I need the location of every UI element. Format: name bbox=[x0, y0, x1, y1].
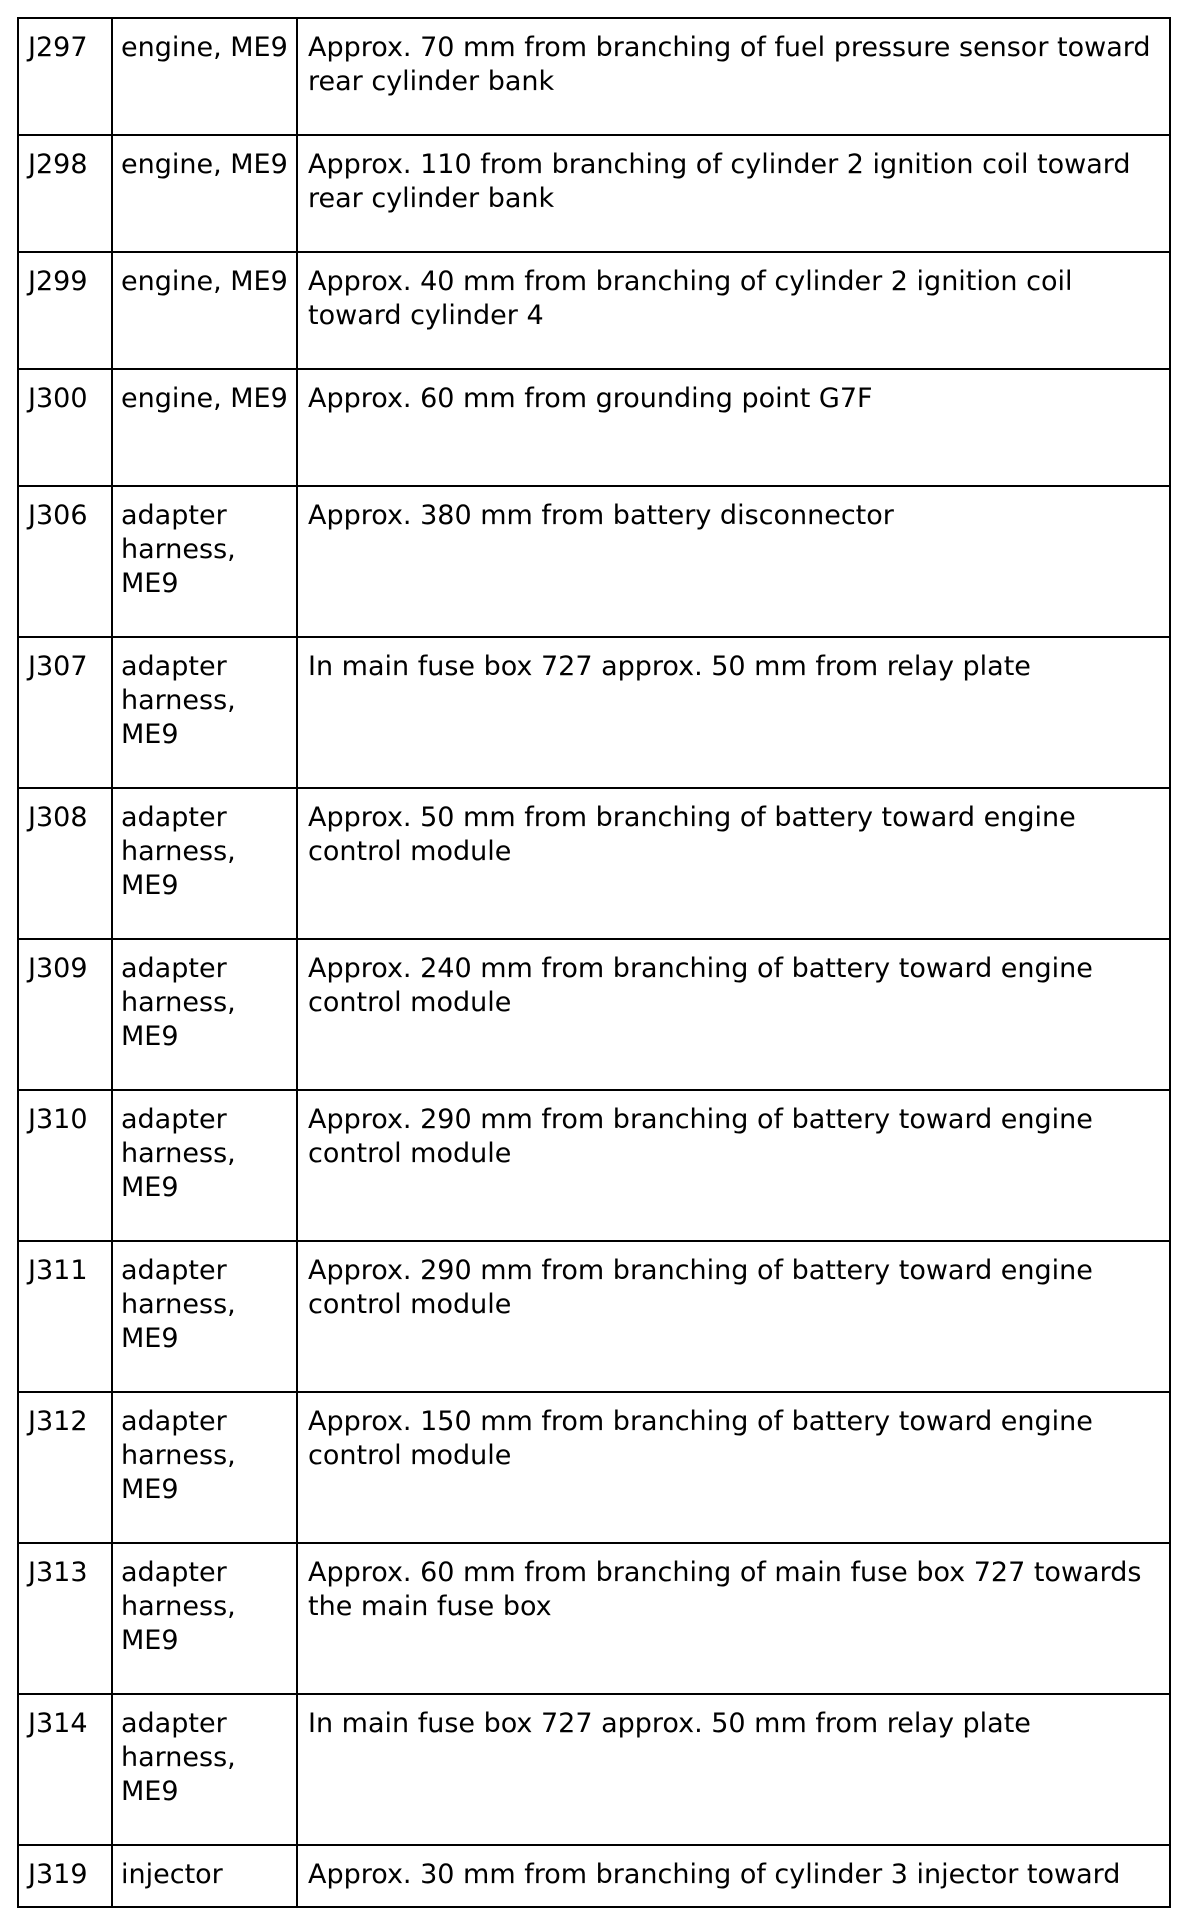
description-cell: Approx. 110 from branching of cylinder 2 ignition coil toward rear cylinder bank bbox=[297, 135, 1170, 252]
description-cell: Approx. 50 mm from branching of battery toward engine control module bbox=[297, 788, 1170, 939]
location-cell: engine, ME9 bbox=[112, 18, 297, 135]
connector-id-cell: J312 bbox=[18, 1392, 112, 1543]
description-cell: Approx. 290 mm from branching of battery toward engine control module bbox=[297, 1241, 1170, 1392]
location-cell: adapter harness, ME9 bbox=[112, 1241, 297, 1392]
location-cell: adapter harness, ME9 bbox=[112, 788, 297, 939]
location-cell: adapter harness, ME9 bbox=[112, 486, 297, 637]
description-cell: In main fuse box 727 approx. 50 mm from relay plate bbox=[297, 1694, 1170, 1845]
description-cell: Approx. 60 mm from grounding point G7F bbox=[297, 369, 1170, 486]
table-row bbox=[18, 1543, 1170, 1694]
table-row bbox=[18, 788, 1170, 939]
connector-id-cell: J298 bbox=[18, 135, 112, 252]
location-cell: adapter harness, ME9 bbox=[112, 1694, 297, 1845]
description-cell: Approx. 240 mm from branching of battery toward engine control module bbox=[297, 939, 1170, 1090]
description-cell: In main fuse box 727 approx. 50 mm from relay plate bbox=[297, 637, 1170, 788]
location-cell: engine, ME9 bbox=[112, 252, 297, 369]
connector-id-cell: J314 bbox=[18, 1694, 112, 1845]
table-row bbox=[18, 939, 1170, 1090]
connector-id-cell: J311 bbox=[18, 1241, 112, 1392]
connector-id-cell: J309 bbox=[18, 939, 112, 1090]
table-row bbox=[18, 18, 1170, 135]
connector-id-cell: J310 bbox=[18, 1090, 112, 1241]
table-row bbox=[18, 1694, 1170, 1845]
description-cell: Approx. 30 mm from branching of cylinder 3 injector toward bbox=[297, 1845, 1170, 1907]
table-row bbox=[18, 369, 1170, 486]
location-cell: engine, ME9 bbox=[112, 135, 297, 252]
table-row bbox=[18, 1392, 1170, 1543]
description-cell: Approx. 40 mm from branching of cylinder 2 ignition coil toward cylinder 4 bbox=[297, 252, 1170, 369]
connector-id-cell: J306 bbox=[18, 486, 112, 637]
connector-id-cell: J319 bbox=[18, 1845, 112, 1907]
connector-id-cell: J313 bbox=[18, 1543, 112, 1694]
table-row bbox=[18, 1845, 1170, 1907]
table-row bbox=[18, 252, 1170, 369]
location-cell: engine, ME9 bbox=[112, 369, 297, 486]
description-cell: Approx. 290 mm from branching of battery toward engine control module bbox=[297, 1090, 1170, 1241]
connector-id-cell: J307 bbox=[18, 637, 112, 788]
description-cell: Approx. 60 mm from branching of main fuse box 727 towards the main fuse box bbox=[297, 1543, 1170, 1694]
location-cell: adapter harness, ME9 bbox=[112, 1543, 297, 1694]
location-cell: adapter harness, ME9 bbox=[112, 1392, 297, 1543]
table-row bbox=[18, 486, 1170, 637]
table-row bbox=[18, 1241, 1170, 1392]
location-cell: adapter harness, ME9 bbox=[112, 637, 297, 788]
connector-id-cell: J299 bbox=[18, 252, 112, 369]
connector-id-cell: J308 bbox=[18, 788, 112, 939]
description-cell: Approx. 150 mm from branching of battery toward engine control module bbox=[297, 1392, 1170, 1543]
connector-id-cell: J297 bbox=[18, 18, 112, 135]
location-cell: adapter harness, ME9 bbox=[112, 939, 297, 1090]
description-cell: Approx. 70 mm from branching of fuel pressure sensor toward rear cylinder bank bbox=[297, 18, 1170, 135]
description-cell: Approx. 380 mm from battery disconnector bbox=[297, 486, 1170, 637]
table-row bbox=[18, 135, 1170, 252]
connector-location-table bbox=[17, 17, 1171, 1908]
location-cell: injector bbox=[112, 1845, 297, 1907]
table-row bbox=[18, 1090, 1170, 1241]
table-row bbox=[18, 637, 1170, 788]
location-cell: adapter harness, ME9 bbox=[112, 1090, 297, 1241]
connector-id-cell: J300 bbox=[18, 369, 112, 486]
